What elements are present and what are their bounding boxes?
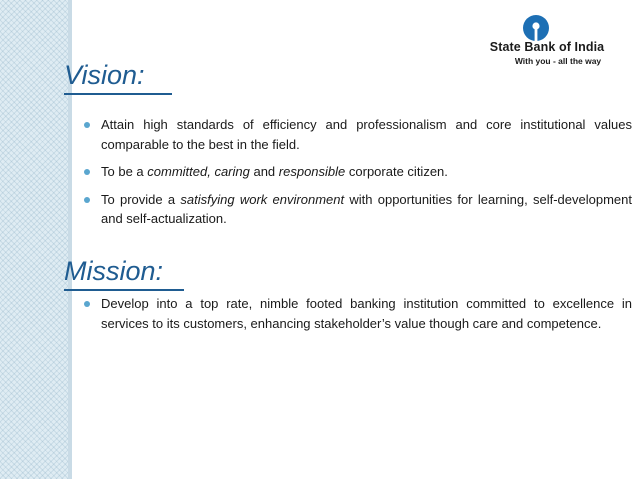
vision-item-standards [80,115,632,154]
vision-heading: Vision: [64,60,145,90]
vision-item-work-environment [80,190,632,229]
mission-list [80,294,632,341]
side-decorative-strip [0,0,68,479]
vision-list [80,115,632,237]
bullet-dot-icon [84,122,90,128]
vision-item-text-post: with opportunities for learning, self-development and self-actualization. [101,191,632,226]
vision-heading-underline [64,93,172,95]
vision-item-text-post: corporate citizen. [345,164,448,179]
vision-item-emphasis: responsible [278,164,346,179]
vision-item-text-pre: To be a [101,164,148,179]
mission-item [80,294,632,333]
logo-bank-name: State Bank of India [489,40,605,54]
vision-item-text-pre: To provide a [101,191,181,207]
vision-item-text: Attain high standards of efficiency and professionalism and core institutional values comparable to the best in the field. [101,117,632,152]
mission-item-text: Develop into a top rate, nimble footed banking institution committed to excellence in services to its customers, enhancing stakeholder’s value though care and competence. [101,296,632,331]
bullet-dot-icon [84,169,90,175]
bullet-dot-icon [84,301,90,307]
sbi-keyhole-emblem-icon [522,14,550,42]
vision-item-emphasis: committed, caring [147,164,250,179]
sbi-logo [462,14,632,66]
vision-item-citizen [80,162,632,182]
vision-item-text-mid: and [249,164,279,179]
logo-tagline: With you - all the way [514,56,602,66]
vision-item-emphasis: satisfying work environment [180,191,345,207]
bullet-dot-icon [84,197,90,203]
mission-heading: Mission: [64,256,164,286]
mission-heading-underline [64,289,184,291]
